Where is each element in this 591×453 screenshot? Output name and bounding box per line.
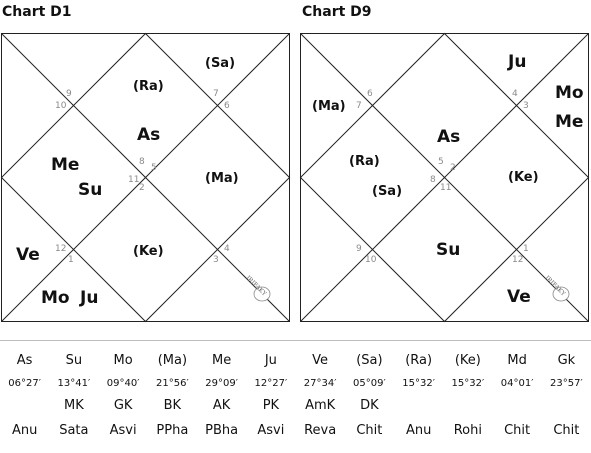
- degree-cell: 05°09′: [353, 377, 386, 389]
- karaka-cell: PK: [262, 397, 280, 413]
- planet-name-cell: (Sa): [356, 352, 383, 368]
- karaka-cell: GK: [113, 397, 133, 413]
- planet-name-row: [0, 347, 591, 373]
- karaka-cell: AmK: [305, 397, 336, 413]
- watermark-text: IRIFAKY: [543, 274, 567, 298]
- nakshatra-cell: Anu: [11, 422, 38, 438]
- nakshatra-cell: Reva: [304, 422, 337, 438]
- nakshatra-row: [0, 417, 591, 443]
- planet-sun: Su: [436, 240, 461, 260]
- degree-cell: 29°09′: [205, 377, 238, 389]
- nakshatra-cell: Chit: [553, 422, 580, 438]
- house-number-11: 11: [440, 183, 452, 193]
- planet-mars: (Ma): [312, 99, 346, 114]
- planet-name-cell: Me: [212, 352, 232, 368]
- planet-moon: Mo: [555, 83, 584, 103]
- house-number-5: 5: [438, 157, 444, 167]
- house-number-8: 8: [139, 157, 145, 167]
- degree-cell: 15°32′: [402, 377, 435, 389]
- house-number-1: 1: [68, 255, 74, 265]
- nakshatra-cell: Asvi: [257, 422, 285, 438]
- karaka-cell: DK: [360, 397, 379, 413]
- degree-row: [0, 373, 591, 393]
- planet-ketu: (Ke): [508, 170, 539, 185]
- house-number-10: 10: [55, 101, 67, 111]
- degree-cell: 15°32′: [451, 377, 485, 389]
- degree-cell: 04°01′: [500, 377, 534, 389]
- planet-ketu: (Ke): [133, 244, 164, 259]
- house-number-8: 8: [430, 175, 436, 185]
- house-number-12: 12: [55, 244, 67, 254]
- watermark-seal: [245, 274, 270, 301]
- planet-jupiter: Ju: [508, 52, 527, 72]
- section-divider: [0, 340, 591, 341]
- watermark-text: IRIFAKY: [244, 274, 268, 298]
- house-number-7: 7: [356, 101, 362, 111]
- planet-rahu: (Ra): [133, 79, 164, 94]
- nakshatra-cell: PBha: [205, 422, 239, 438]
- nakshatra-cell: Rohi: [453, 422, 482, 438]
- house-number-9: 9: [356, 244, 362, 254]
- karaka-cell: [394, 393, 443, 417]
- planet-name-cell: (Ma): [157, 352, 188, 368]
- degree-cell: 23°57′: [550, 377, 583, 389]
- degree-cell: 27°34′: [303, 377, 337, 389]
- planet-mercury: Me: [51, 155, 80, 175]
- house-number-4: 4: [224, 244, 230, 254]
- planet-ascendant: As: [437, 127, 461, 147]
- degree-cell: 13°41′: [57, 377, 91, 389]
- planet-rahu: (Ra): [349, 154, 380, 169]
- planet-name-cell: (Ke): [454, 352, 481, 368]
- chart-d9-title: Chart D9: [302, 4, 372, 20]
- planet-saturn: (Sa): [372, 184, 403, 199]
- karaka-cell: [0, 393, 49, 417]
- house-number-9: 9: [66, 89, 72, 99]
- karaka-cell: [443, 393, 492, 417]
- planet-name-cell: Ve: [312, 352, 329, 368]
- planet-venus: Ve: [16, 245, 40, 265]
- house-number-10: 10: [365, 255, 377, 265]
- nakshatra-cell: Chit: [504, 422, 531, 438]
- house-number-1: 1: [523, 244, 529, 254]
- planet-jupiter: Ju: [80, 288, 99, 308]
- house-number-7: 7: [213, 89, 219, 99]
- karaka-cell: AK: [212, 397, 231, 413]
- planet-name-cell: (Ra): [405, 352, 433, 368]
- planet-name-cell: Su: [65, 352, 83, 368]
- nakshatra-cell: Chit: [356, 422, 383, 438]
- karaka-cell: BK: [163, 397, 182, 413]
- house-number-3: 3: [213, 255, 219, 265]
- planet-sun: Su: [78, 180, 103, 200]
- house-number-6: 6: [224, 101, 230, 111]
- planet-name-cell: Ju: [264, 352, 277, 368]
- watermark-seal: [544, 274, 569, 301]
- chart-d9-diagram: [299, 32, 591, 324]
- planet-mars: (Ma): [205, 171, 239, 186]
- house-number-2: 2: [139, 183, 145, 193]
- planet-name-cell: As: [16, 352, 33, 368]
- degree-cell: 21°56′: [156, 377, 189, 389]
- house-number-12: 12: [512, 255, 524, 265]
- degree-cell: 09°40′: [106, 377, 140, 389]
- planet-saturn: (Sa): [205, 56, 236, 71]
- planet-name-cell: Md: [507, 352, 527, 368]
- chart-d1-title: Chart D1: [2, 4, 72, 20]
- karaka-cell: MK: [64, 397, 84, 413]
- planet-name-cell: Gk: [557, 352, 576, 368]
- karaka-cell: [542, 393, 591, 417]
- house-number-11: 11: [128, 175, 140, 185]
- planet-ascendant: As: [137, 125, 161, 145]
- planet-name-cell: Mo: [113, 352, 133, 368]
- degree-cell: 06°27′: [8, 377, 41, 389]
- chart-d1-diagram: [0, 32, 292, 324]
- planet-summary-table: [0, 347, 591, 443]
- planet-venus: Ve: [507, 287, 531, 307]
- nakshatra-cell: PPha: [156, 422, 189, 438]
- planet-moon: Mo: [41, 288, 70, 308]
- nakshatra-cell: Asvi: [109, 422, 137, 438]
- nakshatra-cell: Anu: [405, 422, 432, 438]
- house-number-2: 2: [450, 163, 456, 173]
- karaka-row: [0, 393, 591, 417]
- degree-cell: 12°27′: [254, 377, 288, 389]
- nakshatra-cell: Sata: [59, 422, 89, 438]
- karaka-cell: [493, 393, 542, 417]
- house-number-6: 6: [367, 89, 373, 99]
- house-number-5: 5: [151, 163, 157, 173]
- house-number-4: 4: [512, 89, 518, 99]
- planet-mercury: Me: [555, 112, 584, 132]
- house-number-3: 3: [523, 101, 529, 111]
